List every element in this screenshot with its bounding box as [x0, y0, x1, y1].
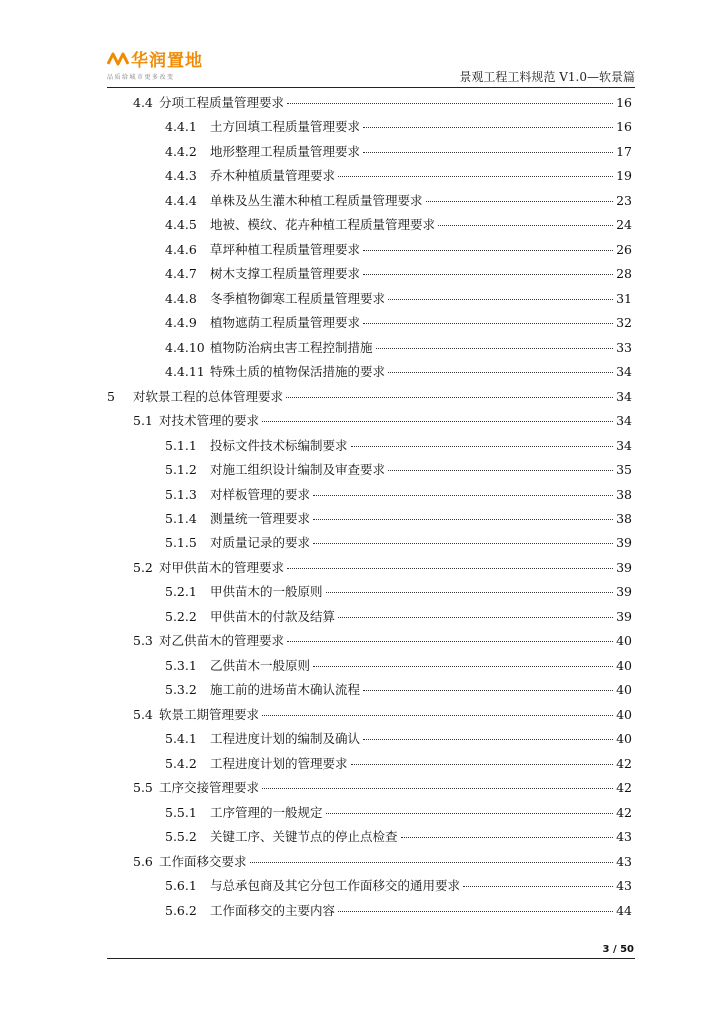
toc-entry[interactable] [165, 313, 632, 333]
toc-entry-title: 乔木种植质量管理要求 [210, 168, 336, 184]
toc-dot-leader [401, 837, 614, 838]
toc-entry-page: 39 [616, 608, 632, 624]
company-slogan: 品质给城市更多改变 [107, 74, 175, 81]
toc-entry-page: 16 [616, 95, 632, 110]
toc-entry-number: 5.2.1 [165, 584, 197, 600]
toc-entry-page: 17 [616, 143, 632, 159]
toc-entry-number: 4.4.3 [165, 168, 197, 184]
toc-entry-title: 地被、模纹、花卉种植工程质量管理要求 [210, 217, 436, 233]
toc-entry-title: 乙供苗木一般原则 [210, 657, 311, 673]
toc-entry[interactable] [165, 582, 632, 602]
toc-entry-title: 植物遮荫工程质量管理要求 [210, 315, 361, 331]
toc-dot-leader [388, 470, 613, 471]
toc-entry-number: 5 [107, 388, 115, 404]
toc-dot-leader [363, 152, 613, 153]
toc-dot-leader [363, 739, 613, 740]
toc-entry-page: 42 [616, 804, 632, 820]
toc-entry[interactable] [133, 558, 632, 578]
toc-entry[interactable] [165, 509, 632, 529]
toc-dot-leader [426, 201, 614, 202]
toc-entry-title: 工程进度计划的管理要求 [210, 755, 348, 771]
toc-dot-leader [338, 176, 613, 177]
toc-entry[interactable] [165, 533, 632, 553]
toc-entry[interactable] [165, 485, 632, 505]
toc-entry[interactable] [165, 215, 632, 235]
toc-entry-title: 地形整理工程质量管理要求 [210, 143, 361, 159]
toc-entry-number: 5.5.2 [165, 829, 197, 845]
toc-entry-number: 4.4.10 [165, 339, 205, 355]
toc-entry-page: 43 [616, 878, 632, 894]
toc-entry-title: 工作面移交的主要内容 [210, 902, 336, 918]
toc-entry-number: 5.4 [133, 706, 153, 722]
toc-entry-number: 4.4.11 [165, 364, 205, 380]
toc-entry-number: 5.1.2 [165, 462, 197, 478]
toc-dot-leader [363, 323, 613, 324]
toc-entry-title: 对质量记录的要求 [210, 535, 311, 551]
toc-entry-number: 5.5.1 [165, 804, 197, 820]
toc-entry[interactable] [133, 631, 632, 651]
toc-dot-leader [313, 519, 613, 520]
toc-dot-leader [363, 690, 613, 691]
toc-dot-leader [363, 274, 613, 275]
toc-entry-number: 5.4.1 [165, 731, 197, 747]
toc-entry[interactable] [165, 362, 632, 382]
toc-entry-page: 16 [616, 119, 632, 135]
toc-entry-page: 34 [616, 413, 632, 429]
toc-entry[interactable] [165, 656, 632, 676]
toc-dot-leader [313, 543, 613, 544]
toc-dot-leader [338, 617, 613, 618]
toc-entry-number: 5.1.1 [165, 437, 197, 453]
toc-entry-title: 甲供苗木的付款及结算 [210, 608, 336, 624]
toc-entry-page: 40 [616, 633, 632, 649]
page-number: 3 / 50 [602, 944, 634, 955]
toc-dot-leader [326, 813, 614, 814]
toc-dot-leader [262, 788, 613, 789]
toc-entry[interactable] [133, 705, 632, 725]
toc-entry-number: 5.3 [133, 633, 153, 649]
company-logo [107, 46, 217, 82]
toc-entry-page: 39 [616, 535, 632, 551]
toc-entry-page: 32 [616, 315, 632, 331]
toc-dot-leader [363, 127, 613, 128]
toc-dot-leader [388, 299, 613, 300]
toc-entry-number: 4.4.9 [165, 315, 197, 331]
toc-entry[interactable] [107, 387, 632, 407]
toc-entry-title: 对技术管理的要求 [159, 413, 260, 429]
toc-entry-title: 工序交接管理要求 [159, 780, 260, 796]
toc-entry-title: 对乙供苗木的管理要求 [159, 633, 285, 649]
toc-entry[interactable] [165, 117, 632, 137]
toc-entry[interactable] [165, 338, 632, 358]
toc-entry-title: 对施工组织设计编制及审查要求 [210, 462, 386, 478]
toc-entry-page: 34 [616, 437, 632, 453]
logo-mark-icon [107, 48, 129, 68]
toc-entry[interactable] [165, 680, 632, 700]
toc-entry-page: 26 [616, 241, 632, 257]
toc-entry-page: 31 [616, 290, 632, 306]
toc-entry-title: 关键工序、关键节点的停止点检查 [210, 829, 398, 845]
toc-entry-number: 5.6.2 [165, 902, 197, 918]
toc-dot-leader [438, 225, 613, 226]
toc-entry-page: 33 [616, 339, 632, 355]
toc-entry-number: 5.6 [133, 853, 153, 869]
toc-entry-page: 40 [616, 706, 632, 722]
toc-entry[interactable] [165, 460, 632, 480]
toc-entry-number: 4.4.6 [165, 241, 197, 257]
toc-dot-leader [262, 421, 613, 422]
toc-entry-page: 43 [616, 853, 632, 869]
toc-entry-page: 43 [616, 829, 632, 845]
toc-entry-number: 4.4 [133, 95, 153, 110]
toc-entry-number: 5.1.5 [165, 535, 197, 551]
toc-entry-title: 特殊土质的植物保活措施的要求 [210, 364, 386, 380]
toc-entry-title: 草坪种植工程质量管理要求 [210, 241, 361, 257]
toc-entry-page: 39 [616, 559, 632, 575]
toc-entry-number: 4.4.5 [165, 217, 197, 233]
toc-dot-leader [287, 641, 613, 642]
toc-dot-leader [313, 495, 613, 496]
toc-entry-page: 40 [616, 682, 632, 698]
toc-entry[interactable] [133, 778, 632, 798]
toc-entry-page: 44 [616, 902, 632, 918]
toc-entry-number: 4.4.8 [165, 290, 197, 306]
toc-entry-number: 4.4.4 [165, 192, 197, 208]
toc-entry-title: 投标文件技术标编制要求 [210, 437, 348, 453]
toc-entry-title: 工程进度计划的编制及确认 [210, 731, 361, 747]
toc-entry-page: 38 [616, 486, 632, 502]
toc-entry-title: 树木支撑工程质量管理要求 [210, 266, 361, 282]
toc-entry-number: 5.1.3 [165, 486, 197, 502]
toc-entry-title: 测量统一管理要求 [210, 510, 311, 526]
toc-entry[interactable] [133, 93, 632, 113]
document-title: 景观工程工料规范 V1.0—软景篇 [459, 70, 635, 84]
toc-entry-number: 5.2 [133, 559, 153, 575]
toc-dot-leader [326, 592, 614, 593]
toc-entry-number: 4.4.7 [165, 266, 197, 282]
toc-dot-leader [287, 568, 613, 569]
toc-entry-number: 5.3.1 [165, 657, 197, 673]
toc-entry-page: 28 [616, 266, 632, 282]
toc-entry-page: 38 [616, 510, 632, 526]
toc-entry[interactable] [165, 827, 632, 847]
toc-entry-page: 19 [616, 168, 632, 184]
toc-dot-leader [313, 666, 613, 667]
toc-entry-title: 对样板管理的要求 [210, 486, 311, 502]
toc-entry-title: 软景工期管理要求 [159, 706, 260, 722]
toc-dot-leader [287, 103, 613, 104]
toc-entry-page: 34 [616, 364, 632, 380]
toc-entry-page: 40 [616, 657, 632, 673]
toc-entry-page: 24 [616, 217, 632, 233]
toc-entry-title: 甲供苗木的一般原则 [210, 584, 323, 600]
toc-entry-number: 5.2.2 [165, 608, 197, 624]
toc-entry-number: 4.4.2 [165, 143, 197, 159]
toc-entry[interactable] [165, 803, 632, 823]
toc-dot-leader [388, 372, 613, 373]
toc-entry-page: 23 [616, 192, 632, 208]
toc-entry-title: 工序管理的一般规定 [210, 804, 323, 820]
toc-entry-title: 施工前的进场苗木确认流程 [210, 682, 361, 698]
toc-entry-title: 单株及丛生灌木种植工程质量管理要求 [210, 192, 423, 208]
toc-dot-leader [286, 397, 613, 398]
toc-entry[interactable] [133, 852, 632, 872]
toc-entry[interactable] [165, 754, 632, 774]
toc-entry[interactable] [165, 142, 632, 162]
toc-entry-number: 5.4.2 [165, 755, 197, 771]
toc-entry[interactable] [165, 166, 632, 186]
page-header [107, 46, 635, 86]
toc-entry-page: 35 [616, 462, 632, 478]
toc-entry-page: 39 [616, 584, 632, 600]
toc-entry-page: 34 [616, 388, 632, 404]
toc-dot-leader [338, 911, 613, 912]
footer-divider [107, 958, 635, 959]
header-divider [107, 87, 635, 88]
toc-dot-leader [351, 764, 614, 765]
toc-entry[interactable] [165, 876, 632, 896]
toc-dot-leader [262, 715, 613, 716]
toc-entry-title: 与总承包商及其它分包工作面移交的通用要求 [210, 878, 461, 894]
toc-dot-leader [363, 250, 613, 251]
toc-entry-number: 5.1 [133, 413, 153, 429]
toc-entry-title: 工作面移交要求 [159, 853, 247, 869]
toc-entry-title: 对软景工程的总体管理要求 [133, 388, 284, 404]
toc-entry[interactable] [165, 289, 632, 309]
toc-dot-leader [250, 862, 614, 863]
toc-entry-number: 5.5 [133, 780, 153, 796]
toc-entry[interactable] [165, 264, 632, 284]
toc-entry-title: 土方回填工程质量管理要求 [210, 119, 361, 135]
toc-entry-title: 对甲供苗木的管理要求 [159, 559, 285, 575]
toc-entry-page: 40 [616, 731, 632, 747]
toc-entry-title: 分项工程质量管理要求 [159, 95, 285, 110]
toc-entry-number: 5.1.4 [165, 510, 197, 526]
company-name: 华润置地 [131, 51, 203, 71]
toc-entry-number: 4.4.1 [165, 119, 197, 135]
toc-dot-leader [463, 886, 613, 887]
toc-entry-title: 植物防治病虫害工程控制措施 [210, 339, 373, 355]
toc-entry[interactable] [165, 436, 632, 456]
toc-entry[interactable] [165, 607, 632, 627]
toc-entry-page: 42 [616, 780, 632, 796]
toc-entry[interactable] [133, 411, 632, 431]
toc-entry[interactable] [165, 729, 632, 749]
toc-entry-title: 冬季植物御寒工程质量管理要求 [210, 290, 386, 306]
toc-entry[interactable] [165, 191, 632, 211]
toc-dot-leader [351, 446, 614, 447]
toc-entry[interactable] [165, 901, 632, 921]
toc-entry-number: 5.6.1 [165, 878, 197, 894]
toc-entry-number: 5.3.2 [165, 682, 197, 698]
toc-dot-leader [376, 348, 614, 349]
toc-entry-page: 42 [616, 755, 632, 771]
toc-entry[interactable] [165, 240, 632, 260]
